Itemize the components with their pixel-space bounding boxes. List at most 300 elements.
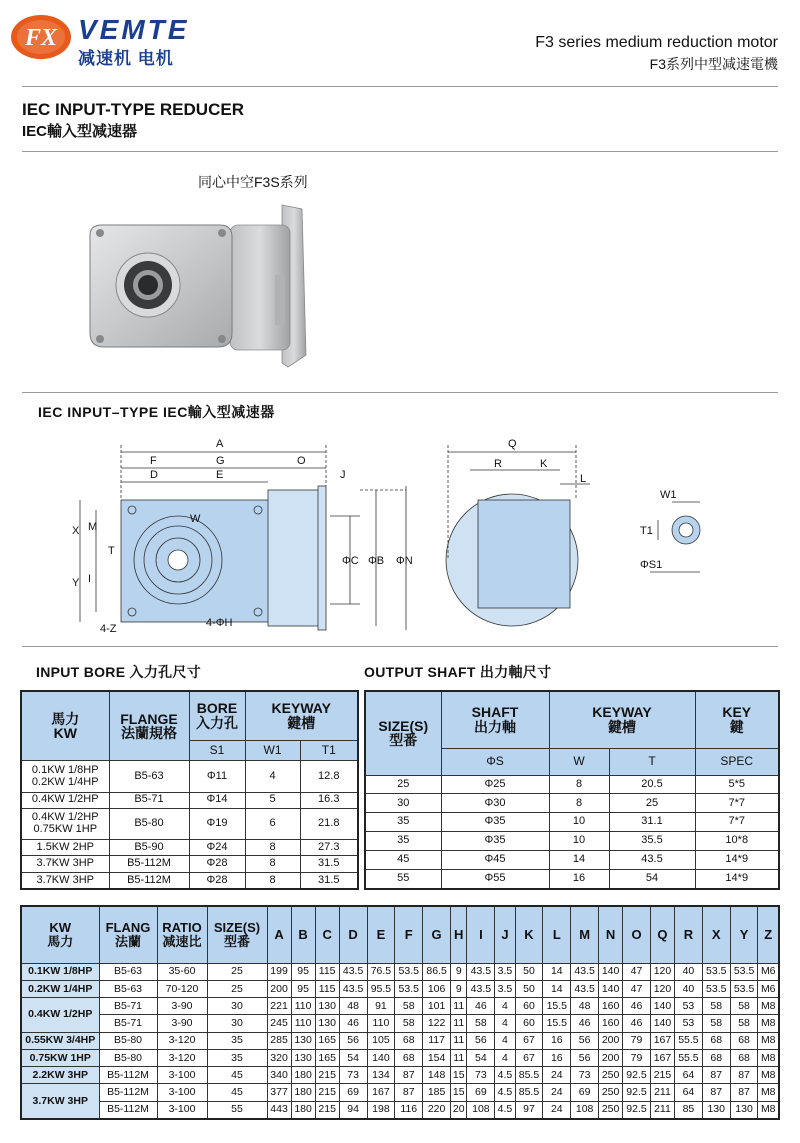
table-cell: 8 [245, 856, 300, 872]
dim-label: T [108, 545, 115, 557]
table-cell: 200 [599, 1032, 623, 1049]
dim-label: J [340, 469, 346, 481]
table-row [365, 813, 779, 832]
kw-cell: 0.75KW 1HP [21, 1049, 99, 1066]
dim-label: F [150, 455, 157, 467]
table-cell: 377 [267, 1084, 291, 1101]
table-cell: 215 [650, 1067, 674, 1084]
table-cell: 68 [395, 1049, 423, 1066]
table-cell: 140 [367, 1049, 395, 1066]
dim-label: T1 [640, 525, 653, 537]
table-cell: 58 [702, 998, 730, 1015]
table-cell: 53 [675, 998, 703, 1015]
table-cell: 24 [543, 1067, 571, 1084]
table-cell: 43.5 [609, 851, 695, 870]
table-cell: 40 [675, 963, 703, 980]
column-header: X [702, 906, 730, 963]
table-cell: 53.5 [395, 963, 423, 980]
table-cell: B5-71 [99, 998, 157, 1015]
table-cell: 43.5 [467, 981, 495, 998]
dim-label: ΦS1 [640, 559, 663, 571]
table-cell: 58 [730, 998, 758, 1015]
table-cell: 35 [207, 1032, 267, 1049]
table-cell: 64 [675, 1067, 703, 1084]
table-cell: 46 [467, 998, 495, 1015]
table-cell: 9 [451, 963, 467, 980]
table-cell: 8 [245, 872, 300, 889]
table-cell: 11 [451, 1032, 467, 1049]
table-cell: 4.5 [495, 1067, 515, 1084]
table-cell: 11 [451, 1015, 467, 1032]
table-cell: 117 [423, 1032, 451, 1049]
table-cell: B5-80 [109, 808, 189, 839]
logo-text: FX [24, 25, 58, 51]
table-row [21, 1049, 779, 1066]
table-cell: 3-100 [157, 1101, 207, 1119]
column-header: Y [730, 906, 758, 963]
table-cell: 7*7 [695, 794, 779, 813]
table-cell: 115 [315, 981, 339, 998]
table-cell: M8 [758, 1049, 779, 1066]
vemte-logo-icon [10, 14, 72, 60]
input-bore-table: 馬力 KW FLANGE 法蘭規格 BORE 入力孔 KEYWAY 鍵槽 S1 W1 T1 0.1KW 1/8HP 0.2KW 1/4HP B5-63 Φ11 4 12.8 0.4KW 1/2HP B5-71 Φ14 5 16.3 0.4KW 1/2HP 0.75KW 1HP B5-80 Φ19 6 21.8 1.5KW 2HP B5-90 Φ24 8 27.3 3.7KW 3HP B5-112M Φ28 8 31.5 3.7KW 3HP B5-112M Φ28 8 31.5 [20, 690, 359, 890]
table-cell: 180 [291, 1084, 315, 1101]
table-cell: 140 [599, 963, 623, 980]
table-cell: 68 [730, 1032, 758, 1049]
table-cell: 24 [543, 1084, 571, 1101]
table-cell: 12.8 [300, 761, 358, 792]
table-cell: 27.3 [300, 840, 358, 856]
table-cell: 101 [423, 998, 451, 1015]
table-cell: 68 [702, 1049, 730, 1066]
table-cell: 167 [650, 1049, 674, 1066]
table-cell: 40 [675, 981, 703, 998]
table-cell: 220 [423, 1101, 451, 1119]
table-cell: 10 [549, 813, 609, 832]
table-cell: 4.5 [495, 1084, 515, 1101]
table-cell: 60 [515, 1015, 543, 1032]
table-cell: 35.5 [609, 832, 695, 851]
table-cell: 92.5 [623, 1067, 651, 1084]
table-cell: B5-112M [99, 1084, 157, 1101]
table-row [21, 761, 358, 792]
reducer-photo [70, 195, 330, 375]
table-cell: M8 [758, 998, 779, 1015]
table-cell: 6 [245, 808, 300, 839]
table-cell: 3-100 [157, 1067, 207, 1084]
table-row [365, 869, 779, 889]
kw-cell: 0.4KW 1/2HP 0.75KW 1HP [21, 808, 109, 839]
table-cell: 25 [365, 775, 441, 794]
table-cell: 47 [623, 981, 651, 998]
table-cell: 130 [315, 1015, 339, 1032]
table-row [365, 775, 779, 794]
table-cell: 215 [315, 1084, 339, 1101]
brand-name: VEMTE [78, 14, 190, 45]
table-cell: 3.5 [495, 981, 515, 998]
table-cell: 35-60 [157, 963, 207, 980]
table-cell: 106 [423, 981, 451, 998]
table-cell: 154 [423, 1049, 451, 1066]
dim-label: X [72, 525, 80, 537]
table-cell: 8 [549, 794, 609, 813]
kw-cell: 1.5KW 2HP [21, 840, 109, 856]
table-cell: 3.5 [495, 963, 515, 980]
dimension-drawing [0, 430, 800, 640]
output-shaft-title: OUTPUT SHAFT 出力軸尺寸 [364, 664, 552, 680]
table-cell: B5-90 [109, 840, 189, 856]
table-cell: 16 [543, 1049, 571, 1066]
table-cell: 87 [730, 1084, 758, 1101]
table-cell: M8 [758, 1067, 779, 1084]
column-header: K [515, 906, 543, 963]
table-cell: 110 [291, 1015, 315, 1032]
column-header: C [315, 906, 339, 963]
table-cell: M6 [758, 981, 779, 998]
table-cell: 165 [315, 1049, 339, 1066]
dim-label: ΦB [368, 555, 385, 567]
table-cell: 58 [395, 1015, 423, 1032]
table-cell: 4 [495, 1049, 515, 1066]
table-cell: 48 [571, 998, 599, 1015]
table-cell: 43.5 [339, 963, 367, 980]
column-header: H [451, 906, 467, 963]
table-cell: 79 [623, 1049, 651, 1066]
table-cell: 86.5 [423, 963, 451, 980]
table-cell: 285 [267, 1032, 291, 1049]
kw-cell: 0.1KW 1/8HP 0.2KW 1/4HP [21, 761, 109, 792]
table-cell: 130 [702, 1101, 730, 1119]
table-cell: 8 [245, 840, 300, 856]
table-cell: 25 [207, 963, 267, 980]
table-row [21, 1067, 779, 1084]
table-cell: 215 [315, 1101, 339, 1119]
table-cell: 69 [571, 1084, 599, 1101]
divider [22, 151, 778, 152]
table-cell: 87 [395, 1084, 423, 1101]
table-cell: 70-120 [157, 981, 207, 998]
table-cell: 120 [650, 963, 674, 980]
table-cell: 76.5 [367, 963, 395, 980]
table-cell: 73 [467, 1067, 495, 1084]
table-cell: 69 [339, 1084, 367, 1101]
table-cell: 35 [207, 1049, 267, 1066]
table-cell: 58 [395, 998, 423, 1015]
table-cell: 199 [267, 963, 291, 980]
table-cell: 211 [650, 1101, 674, 1119]
dim-label: D [150, 469, 158, 481]
dim-label: Q [508, 438, 517, 450]
table-row [365, 832, 779, 851]
column-header: J [495, 906, 515, 963]
table-cell: 45 [207, 1084, 267, 1101]
table-row [21, 1101, 779, 1119]
table-row [21, 856, 358, 872]
table-cell: 140 [650, 1015, 674, 1032]
table-cell: 53.5 [395, 981, 423, 998]
table-cell: 130 [291, 1049, 315, 1066]
table-cell: 134 [367, 1067, 395, 1084]
dim-label: I [88, 573, 92, 585]
table-cell: 43.5 [467, 963, 495, 980]
table-cell: Φ30 [441, 794, 549, 813]
table-cell: 11 [451, 1049, 467, 1066]
table-cell: 14 [549, 851, 609, 870]
table-row [365, 851, 779, 870]
table-cell: 10 [549, 832, 609, 851]
table-cell: 5 [245, 792, 300, 808]
table-row [21, 981, 779, 998]
table-row [21, 1015, 779, 1032]
table-cell: 200 [599, 1049, 623, 1066]
series-title-cn: F3系列中型减速電機 [649, 56, 778, 72]
table-cell: 160 [599, 1015, 623, 1032]
drawing-title: IEC INPUT–TYPE IEC輸入型减速器 [38, 404, 275, 420]
table-cell: Φ55 [441, 869, 549, 889]
table-cell: B5-112M [99, 1067, 157, 1084]
table-cell: Φ35 [441, 832, 549, 851]
table-cell: 3-100 [157, 1084, 207, 1101]
table-cell: 14 [543, 981, 571, 998]
table-cell: 54 [609, 869, 695, 889]
table-cell: 30 [207, 1015, 267, 1032]
table-cell: 31.5 [300, 856, 358, 872]
photo-caption: 同心中空F3S系列 [198, 174, 308, 190]
table-cell: 140 [599, 981, 623, 998]
table-cell: 3-120 [157, 1032, 207, 1049]
table-cell: 221 [267, 998, 291, 1015]
column-header: B [291, 906, 315, 963]
table-cell: 7*7 [695, 813, 779, 832]
table-row [365, 794, 779, 813]
table-cell: 35 [365, 832, 441, 851]
dim-label: 4-ΦH [206, 617, 233, 629]
section-title-cn: IEC輸入型减速器 [22, 123, 138, 140]
table-cell: 4 [495, 1032, 515, 1049]
table-cell: 115 [315, 963, 339, 980]
table-cell: B5-71 [109, 792, 189, 808]
table-cell: 85.5 [515, 1084, 543, 1101]
dim-label: K [540, 458, 548, 470]
table-cell: M6 [758, 963, 779, 980]
table-row [21, 840, 358, 856]
dim-label: A [216, 438, 224, 450]
kw-cell: 2.2KW 3HP [21, 1067, 99, 1084]
table-cell: 122 [423, 1015, 451, 1032]
table-cell: 53.5 [730, 963, 758, 980]
table-cell: 14 [543, 963, 571, 980]
table-cell: 46 [571, 1015, 599, 1032]
table-cell: 94 [339, 1101, 367, 1119]
table-cell: 43.5 [571, 981, 599, 998]
table-cell: 14*9 [695, 851, 779, 870]
table-cell: 30 [365, 794, 441, 813]
table-cell: 53.5 [702, 963, 730, 980]
dim-label: L [580, 473, 587, 485]
table-cell: 165 [315, 1032, 339, 1049]
table-cell: 58 [730, 1015, 758, 1032]
table-cell: 108 [467, 1101, 495, 1119]
column-header: O [623, 906, 651, 963]
table-cell: 43.5 [339, 981, 367, 998]
table-cell: 95 [291, 981, 315, 998]
table-cell: 53.5 [702, 981, 730, 998]
table-cell: 4 [245, 761, 300, 792]
table-row [21, 1032, 779, 1049]
table-cell: 53 [675, 1015, 703, 1032]
table-cell: 250 [599, 1067, 623, 1084]
table-cell: 54 [339, 1049, 367, 1066]
column-header: N [599, 906, 623, 963]
table-cell: 87 [702, 1084, 730, 1101]
table-cell: 4 [495, 1015, 515, 1032]
table-cell: 120 [650, 981, 674, 998]
table-row [21, 1084, 779, 1101]
output-shaft-table: SIZE(S) 型番 SHAFT 出力軸 KEYWAY 鍵槽 KEY 鍵 ΦS W T SPEC 25 Φ25 8 20.5 5*5 30 Φ30 8 25 7*7 35 Φ35 10 31.1 7*7 35 Φ35 10 35.5 10*8 45 Φ45 14 43.5 14*9 55 Φ55 16 54 14*9 [364, 690, 780, 890]
table-cell: 4 [495, 998, 515, 1015]
table-cell: 14*9 [695, 869, 779, 889]
table-cell: 56 [339, 1032, 367, 1049]
table-cell: M8 [758, 1032, 779, 1049]
table-cell: 340 [267, 1067, 291, 1084]
table-cell: 87 [702, 1067, 730, 1084]
table-cell: 15.5 [543, 1015, 571, 1032]
table-cell: Φ28 [189, 856, 245, 872]
dim-label: ΦC [342, 555, 359, 567]
dimensions-table: KW 馬力 FLANG 法蘭 RATIO 减速比 SIZE(S) 型番 A B C D E F G H I J K L M N O Q R X Y Z 0.1KW 1/8HP B5-63 35-60 25 199 95 115 43.5 76.5 53.5 86.5 9 43.5 3.5 50 14 43.5 140 47 120 40 53.5 53.5 M6 0.2KW 1/4HP B5-63 70-120 25 200 95 115 43.5 95.5 53.5 106 9 43.5 3.5 50 14 43.5 140 47 120 40 53.5 53.5 M6 0.4KW 1/2HP B5-71 3-90 30 221 110 130 48 91 58 101 11 46 4 60 15.5 48 160 46 140 53 58 58 M8 B5-71 3-90 30 245 110 130 46 110 58 122 11 58 4 60 15.5 46 160 46 140 53 58 58 M8 0.55KW 3/4HP B5-80 3-120 35 285 130 165 56 105 68 117 11 56 4 67 16 56 200 79 167 55.5 68 68 M8 0.75KW 1HP B5-80 3-120 35 320 130 165 54 140 68 154 11 54 4 67 16 56 200 79 167 55.5 68 68 M8 2.2KW 3HP B5-112M 3-100 45 340 180 215 73 134 87 148 15 73 4.5 85.5 24 73 250 92.5 215 64 87 87 M8 3.7KW 3HP B5-112M 3-100 45 377 180 215 69 167 87 185 15 69 4.5 85.5 24 69 250 92.5 211 64 87 87 M8 B5-112M 3-100 55 443 180 215 94 198 116 220 20 108 4.5 97 24 108 250 92.5 211 85 130 130 M8 [20, 905, 780, 1120]
table-cell: 47 [623, 963, 651, 980]
kw-cell: 0.1KW 1/8HP [21, 963, 99, 980]
table-cell: B5-63 [109, 761, 189, 792]
table-cell: 45 [365, 851, 441, 870]
table-cell: Φ19 [189, 808, 245, 839]
series-title: F3 series medium reduction motor [535, 34, 778, 51]
column-header: G [423, 906, 451, 963]
table-cell: 67 [515, 1049, 543, 1066]
table-cell: 67 [515, 1032, 543, 1049]
table-cell: 140 [650, 998, 674, 1015]
table-cell: Φ28 [189, 872, 245, 889]
table-cell: 55 [365, 869, 441, 889]
column-header: I [467, 906, 495, 963]
dim-label: M [88, 521, 98, 533]
table-row [21, 792, 358, 808]
table-cell: B5-112M [99, 1101, 157, 1119]
table-cell: 8 [549, 775, 609, 794]
table-cell: 46 [339, 1015, 367, 1032]
table-cell: 55.5 [675, 1049, 703, 1066]
table-cell: 167 [650, 1032, 674, 1049]
table-cell: 55.5 [675, 1032, 703, 1049]
table-cell: 3-90 [157, 998, 207, 1015]
table-cell: 16.3 [300, 792, 358, 808]
table-cell: 15 [451, 1067, 467, 1084]
dim-label: E [216, 469, 224, 481]
table-cell: 9 [451, 981, 467, 998]
table-cell: 46 [623, 1015, 651, 1032]
table-cell: 15.5 [543, 998, 571, 1015]
table-cell: 3-120 [157, 1049, 207, 1066]
table-cell: 10*8 [695, 832, 779, 851]
table-cell: Φ25 [441, 775, 549, 794]
column-header: M [571, 906, 599, 963]
table-cell: M8 [758, 1084, 779, 1101]
column-header: R [675, 906, 703, 963]
table-cell: 87 [730, 1067, 758, 1084]
table-cell: 54 [467, 1049, 495, 1066]
table-cell: 11 [451, 998, 467, 1015]
table-cell: 92.5 [623, 1101, 651, 1119]
table-cell: 15 [451, 1084, 467, 1101]
column-header: D [339, 906, 367, 963]
table-cell: 16 [543, 1032, 571, 1049]
table-cell: B5-112M [109, 872, 189, 889]
brand-name-cn: 减速机 电机 [78, 49, 174, 68]
table-cell: 50 [515, 981, 543, 998]
dim-label: G [216, 455, 225, 467]
table-cell: M8 [758, 1015, 779, 1032]
column-header: F [395, 906, 423, 963]
table-cell: M8 [758, 1101, 779, 1119]
column-header: E [367, 906, 395, 963]
table-cell: 68 [702, 1032, 730, 1049]
dim-label: R [494, 458, 502, 470]
table-cell: 105 [367, 1032, 395, 1049]
table-cell: 167 [367, 1084, 395, 1101]
table-cell: 198 [367, 1101, 395, 1119]
kw-cell: 3.7KW 3HP [21, 1084, 99, 1119]
divider [22, 86, 778, 87]
table-cell: 58 [702, 1015, 730, 1032]
kw-cell: 0.4KW 1/2HP [21, 998, 99, 1032]
table-cell: 215 [315, 1067, 339, 1084]
column-header: L [543, 906, 571, 963]
table-cell: 24 [543, 1101, 571, 1119]
dim-label: Y [72, 577, 80, 589]
table-cell: 73 [571, 1067, 599, 1084]
table-row [21, 808, 358, 839]
table-cell: 56 [571, 1049, 599, 1066]
dim-label: W [190, 513, 201, 525]
table-cell: 87 [395, 1067, 423, 1084]
table-cell: 56 [571, 1032, 599, 1049]
table-cell: B5-71 [99, 1015, 157, 1032]
table-cell: 200 [267, 981, 291, 998]
table-cell: 130 [291, 1032, 315, 1049]
table-cell: 25 [609, 794, 695, 813]
table-cell: 79 [623, 1032, 651, 1049]
table-cell: Φ11 [189, 761, 245, 792]
divider [22, 646, 778, 647]
table-cell: 43.5 [571, 963, 599, 980]
input-bore-title: INPUT BORE 入力孔尺寸 [36, 664, 202, 680]
table-cell: 4.5 [495, 1101, 515, 1119]
table-cell: 95.5 [367, 981, 395, 998]
table-cell: 68 [730, 1049, 758, 1066]
table-cell: 45 [207, 1067, 267, 1084]
table-cell: B5-80 [99, 1049, 157, 1066]
table-cell: 211 [650, 1084, 674, 1101]
table-cell: 180 [291, 1067, 315, 1084]
table-cell: 320 [267, 1049, 291, 1066]
kw-cell: 0.4KW 1/2HP [21, 792, 109, 808]
table-cell: 5*5 [695, 775, 779, 794]
table-cell: 25 [207, 981, 267, 998]
column-header: A [267, 906, 291, 963]
table-cell: 130 [315, 998, 339, 1015]
table-cell: 46 [623, 998, 651, 1015]
table-cell: 250 [599, 1101, 623, 1119]
